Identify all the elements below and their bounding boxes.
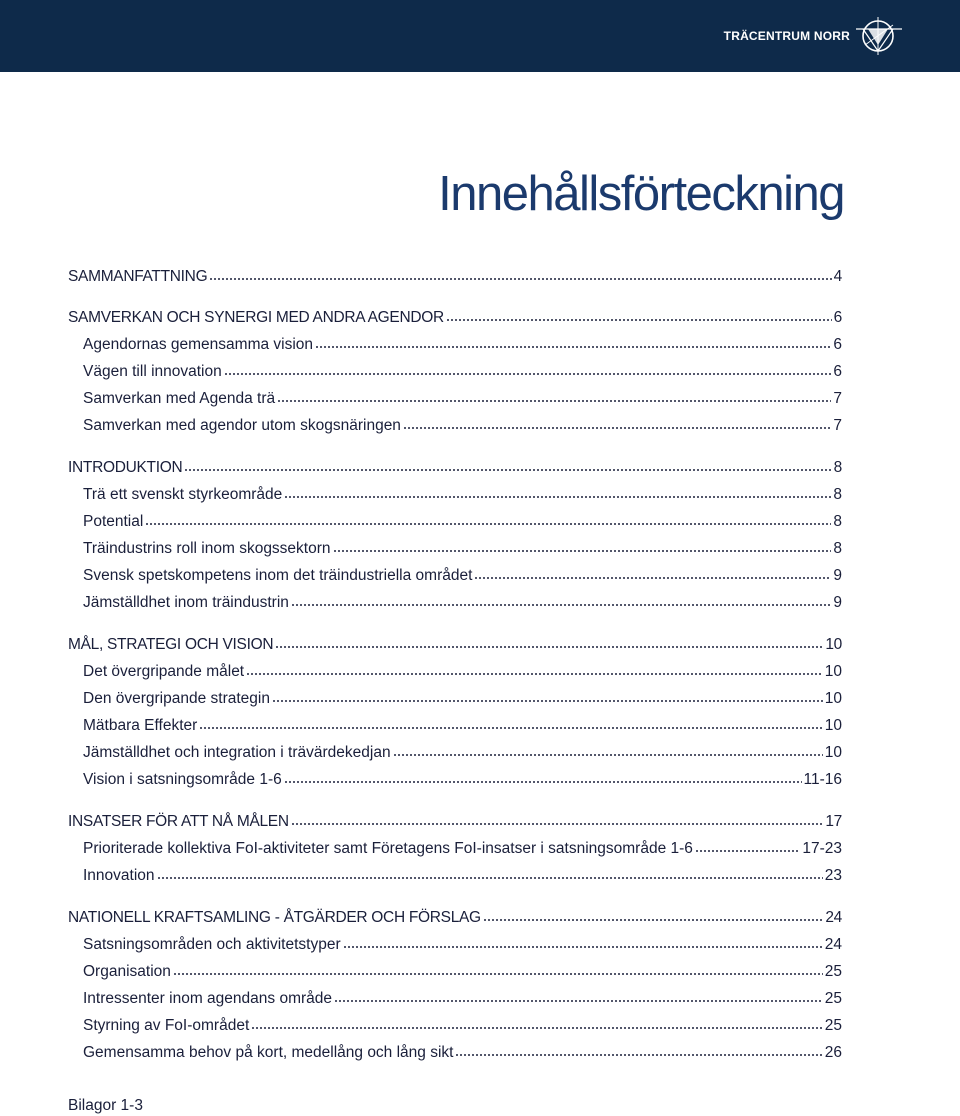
toc-entry[interactable] <box>83 593 842 613</box>
toc-dot-leader <box>284 780 802 784</box>
toc-entry[interactable] <box>83 389 842 409</box>
toc-entry[interactable] <box>83 770 842 790</box>
toc-entry-label: Den övergripande strategin <box>83 690 270 707</box>
toc-entry-label: Vägen till innovation <box>83 363 222 380</box>
toc-entry[interactable] <box>83 989 842 1009</box>
toc-entry-label: Prioriterade kollektiva FoI-aktiviteter samt Företagens FoI-insatser i satsningsområde 1-6 <box>83 840 693 857</box>
toc-entry-label: MÅL, STRATEGI OCH VISION <box>68 636 274 653</box>
toc-entry-page: 9 <box>833 594 842 611</box>
toc-entry[interactable] <box>83 935 842 955</box>
toc-dot-leader <box>251 1026 822 1030</box>
toc-dot-leader <box>277 399 831 403</box>
toc-dot-leader <box>145 522 831 526</box>
toc-entry[interactable] <box>83 689 842 709</box>
toc-entry-page: 25 <box>824 1017 842 1034</box>
toc-entry-label: Samverkan med Agenda trä <box>83 390 276 407</box>
toc-entry[interactable] <box>83 716 842 736</box>
toc-entry-page: 26 <box>824 1044 842 1061</box>
toc-entry-page: 10 <box>825 636 842 653</box>
toc-entry-label: Satsningsområden och aktivitetstyper <box>83 936 341 953</box>
toc-dot-leader <box>483 918 824 922</box>
toc-entry-label: SAMVERKAN OCH SYNERGI MED ANDRA AGENDOR <box>68 309 444 326</box>
toc-dot-leader <box>334 999 823 1003</box>
toc-entry[interactable] <box>83 743 842 763</box>
toc-entry-page: 6 <box>833 363 842 380</box>
toc-entry-label: INSATSER FÖR ATT NÅ MÅLEN <box>68 813 289 830</box>
toc-entry-label: Agendornas gemensamma vision <box>83 336 314 353</box>
toc-entry-page: 10 <box>824 663 842 680</box>
toc-entry-label: Trä ett svenskt styrkeområde <box>83 486 283 503</box>
toc-entry[interactable] <box>68 267 842 287</box>
toc-entry-label: Svensk spetskompetens inom det träindustriella området <box>83 567 473 584</box>
toc-entry-label: Träindustrins roll inom skogssektorn <box>83 540 331 557</box>
toc-dot-leader <box>474 576 831 580</box>
toc-entry-page: 17 <box>825 813 842 830</box>
toc-dot-leader <box>315 345 831 349</box>
toc-entry-label: Samverkan med agendor utom skogsnäringen <box>83 417 401 434</box>
toc-entry-page: 10 <box>824 690 842 707</box>
toc-entry[interactable] <box>68 812 842 832</box>
toc-entry[interactable] <box>83 485 842 505</box>
toc-dot-leader <box>455 1053 822 1057</box>
toc-entry-label: Intressenter inom agendans område <box>83 990 333 1007</box>
toc-dot-leader <box>403 426 831 430</box>
toc-dot-leader <box>333 549 832 553</box>
toc-entry-page: 17-23 <box>802 840 842 857</box>
toc-entry[interactable] <box>68 908 842 928</box>
toc-dot-leader <box>173 972 823 976</box>
toc-dot-leader <box>291 822 824 826</box>
toc-entry[interactable] <box>83 539 842 559</box>
toc-entry-page: 23 <box>824 867 842 884</box>
toc-dot-leader <box>695 849 800 853</box>
toc-entry[interactable] <box>68 308 842 328</box>
toc-entry-label: Gemensamma behov på kort, medellång och lång sikt <box>83 1044 454 1061</box>
toc-entry-page: 7 <box>833 390 842 407</box>
toc-entry[interactable] <box>68 635 842 655</box>
toc-entry-label: Jämställdhet och integration i trävärdekedjan <box>83 744 391 761</box>
toc-dot-leader <box>246 672 823 676</box>
toc-entry-page: 6 <box>833 336 842 353</box>
toc-entry-page: 7 <box>833 417 842 434</box>
page-title: Innehållsförteckning <box>438 167 844 221</box>
appendix-note: Bilagor 1-3 <box>68 1097 143 1114</box>
brand <box>724 15 902 57</box>
toc-dot-leader <box>272 699 823 703</box>
toc-entry-page: 4 <box>833 268 842 285</box>
toc-entry-page: 8 <box>833 540 842 557</box>
toc-entry-page: 10 <box>824 744 842 761</box>
header-bar <box>0 0 960 72</box>
toc-dot-leader <box>291 603 831 607</box>
toc-dot-leader <box>157 876 823 880</box>
toc-entry-label: Potential <box>83 513 144 530</box>
toc-entry-page: 6 <box>833 309 842 326</box>
brand-name: TRÄCENTRUM NORR <box>723 29 850 43</box>
toc-entry-label: SAMMANFATTNING <box>68 268 208 285</box>
toc-entry-label: INTRODUKTION <box>68 459 183 476</box>
toc-entry-label: Mätbara Effekter <box>83 717 198 734</box>
toc-dot-leader <box>275 645 823 649</box>
toc-entry-label: Vision i satsningsområde 1-6 <box>83 771 282 788</box>
toc-entry-page: 11-16 <box>803 771 842 788</box>
toc-entry-label: Jämställdhet inom träindustrin <box>83 594 289 611</box>
toc-entry[interactable] <box>83 512 842 532</box>
toc-entry[interactable] <box>83 566 842 586</box>
toc-dot-leader <box>209 277 831 281</box>
toc-dot-leader <box>184 468 831 472</box>
toc-dot-leader <box>343 945 823 949</box>
toc-entry-page: 8 <box>833 459 842 476</box>
toc-entry-page: 25 <box>824 963 842 980</box>
toc-entry-page: 9 <box>833 567 842 584</box>
toc-entry[interactable] <box>68 458 842 478</box>
toc-entry[interactable] <box>83 962 842 982</box>
toc-dot-leader <box>446 318 832 322</box>
toc-entry[interactable] <box>83 362 842 382</box>
toc-entry-label: NATIONELL KRAFTSAMLING - ÅTGÄRDER OCH FÖRSLAG <box>68 909 481 926</box>
toc-dot-leader <box>199 726 822 730</box>
toc-entry[interactable] <box>83 416 842 436</box>
toc-entry[interactable] <box>83 1043 842 1063</box>
toc-dot-leader <box>284 495 831 499</box>
toc-entry-label: Det övergripande målet <box>83 663 245 680</box>
toc-entry-label: Organisation <box>83 963 171 980</box>
toc-entry-page: 25 <box>824 990 842 1007</box>
toc-entry[interactable] <box>83 1016 842 1036</box>
toc-entry[interactable] <box>83 839 842 859</box>
toc-entry[interactable] <box>83 866 842 886</box>
toc-entry[interactable] <box>83 662 842 682</box>
toc-entry-page: 8 <box>833 486 842 503</box>
star-compass-logo-icon <box>856 15 902 57</box>
toc-entry-page: 8 <box>833 513 842 530</box>
toc-entry[interactable] <box>83 335 842 355</box>
toc-entry-page: 24 <box>825 909 842 926</box>
toc-entry-page: 24 <box>824 936 842 953</box>
toc-entry-label: Innovation <box>83 867 155 884</box>
toc-dot-leader <box>224 372 832 376</box>
toc-entry-label: Styrning av FoI-området <box>83 1017 250 1034</box>
toc-entry-page: 10 <box>824 717 842 734</box>
toc-dot-leader <box>393 753 823 757</box>
